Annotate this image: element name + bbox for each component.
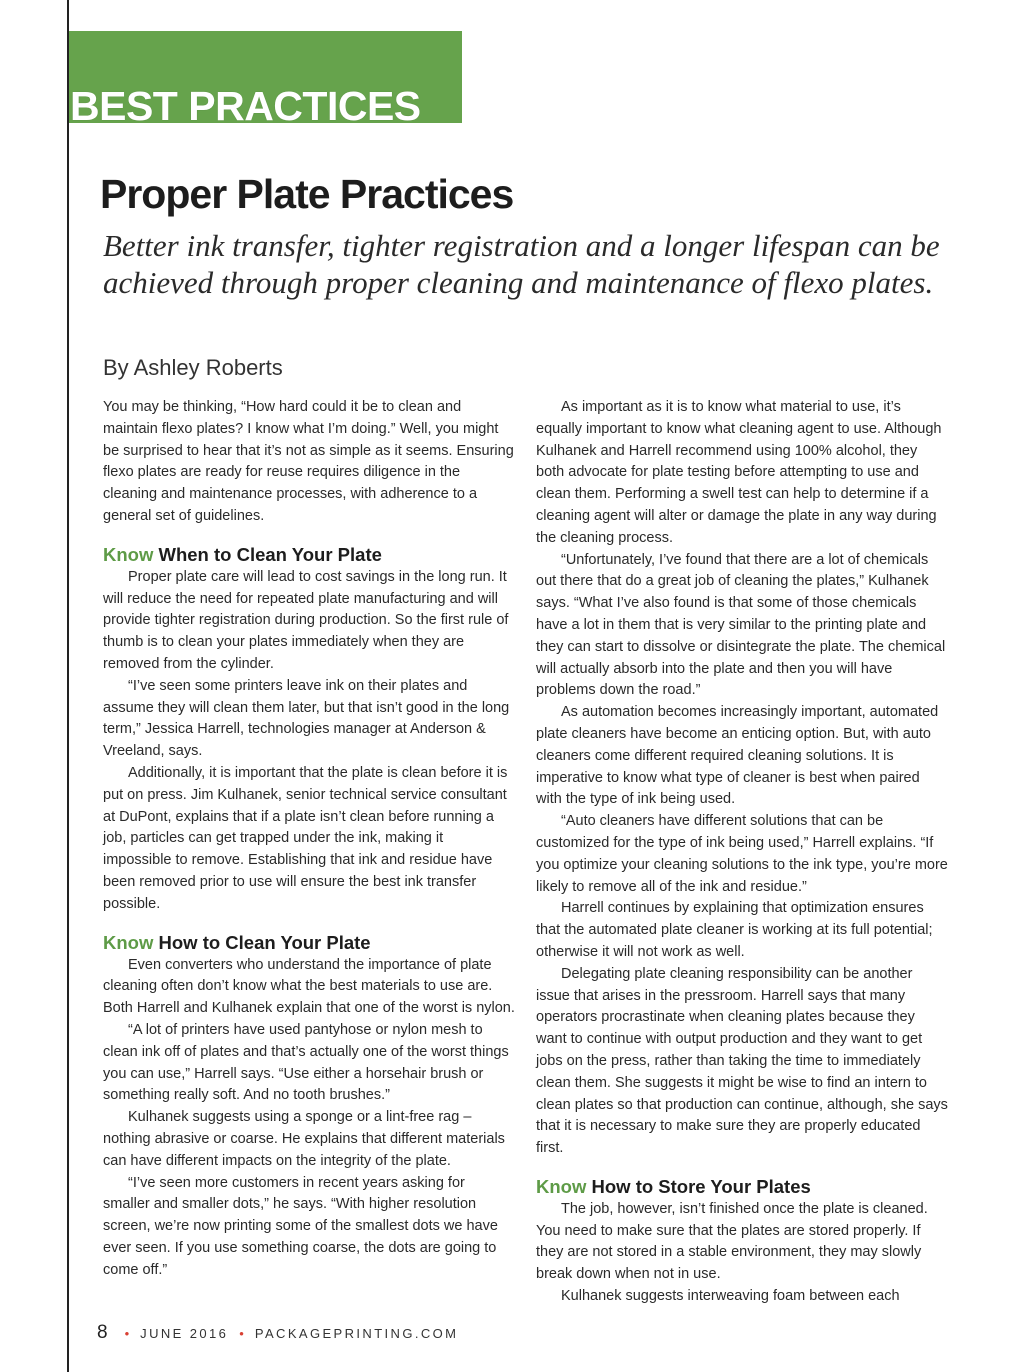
paragraph: “Auto cleaners have different solutions that can be customized for the type of ink being used,” Harrell explains. “If you optimize your cleaning solutions to the ink type, you’re more likely to remove all of the ink and residue.” — [536, 813, 948, 895]
paragraph: Even converters who understand the importance of plate cleaning often don’t know what the best materials to use are. Both Harrell and Kulhanek explain that one of the worst is nylon. — [103, 956, 515, 1017]
section-heading-how-to-store — [536, 1176, 948, 1198]
paragraph: “I’ve seen more customers in recent years asking for smaller and smaller dots,” he says. “With higher resolution screen, we’re now printing some of the smallest dots we have ever seen. If you use something coarse, the dots are going to come off.” — [103, 1174, 498, 1278]
paragraph: Harrell continues by explaining that optimization ensures that the automated plate cleaner is working at its full potential; otherwise it will not work as well. — [536, 900, 933, 960]
website: PACKAGEPRINTING.COM — [254, 1326, 459, 1341]
paragraph: “A lot of printers have used pantyhose or nylon mesh to clean ink off of plates and that’s actually one of the worst things you can use,” Harrell says. “Use either a horsehair brush or something really soft. And no tooth brushes.” — [103, 1021, 509, 1104]
footer-separator: • — [239, 1326, 244, 1341]
section-heading-how-to-clean — [103, 932, 515, 954]
know-label: Know — [103, 543, 154, 565]
paragraph: “I’ve seen some printers leave ink on their plates and assume they will clean them later, but that isn’t good in the long term,” Jessica Harrell, technologies manager at Anderson & Vreeland, says. — [103, 677, 510, 760]
know-label: Know — [103, 931, 154, 953]
article-deck: Better ink transfer, tighter registration and a longer lifespan can be achieved through proper cleaning and maintenance of flexo plates. — [103, 228, 940, 300]
paragraph: Delegating plate cleaning responsibility can be another issue that arises in the pressroom. Harrell says that many operators procrastinate when cleaning plates because they want to continue with output production and they want to get jobs on the press, rather than taking the time to immediately clean them. She suggests it might be wise to find an intern to clean plates so that production can continue, although, she says that it is necessary to make sure they are properly educated first. — [536, 965, 948, 1157]
paragraph: The job, however, isn’t finished once the plate is cleaned. You need to make sure that the plates are stored properly. If they are not stored in a stable environment, they may slowly break down when not in use. — [536, 1200, 928, 1283]
page-number: 8 — [97, 1322, 108, 1343]
paragraph: Kulhanek suggests using a sponge or a lint-free rag – nothing abrasive or coarse. He explains that different materials can have different impacts on the integrity of the plate. — [103, 1109, 505, 1169]
paragraph: As important as it is to know what material to use, it’s equally important to know what cleaning agent to use. Although Kulhanek and Harrell recommend using 100% alcohol, they both advocate for plate testing before attempting to use and clean them. Performing a swell test can help to determine if a cleaning agent will alter or damage the plate in any way during the cleaning process. — [536, 399, 942, 546]
heading-text: When to Clean Your Plate — [153, 543, 382, 565]
heading-text: How to Store Your Plates — [586, 1175, 811, 1197]
intro-paragraph: You may be thinking, “How hard could it be to clean and maintain flexo plates? I know what I’m doing.” Well, you might be surprised to hear that it’s not as simple as it seems. Ensuring flexo plates are ready for reuse requires diligence in the cleaning and maintenance processes, with adherence to a general set of guidelines. — [103, 399, 514, 524]
footer-separator: • — [124, 1326, 130, 1341]
page-footer — [97, 1321, 458, 1346]
byline: By Ashley Roberts — [103, 355, 283, 380]
article-title: Proper Plate Practices — [100, 171, 514, 217]
paragraph: Additionally, it is important that the plate is clean before it is put on press. Jim Kulhanek, senior technical service consultant at DuPont, explains that if a plate isn’t clean before running a job, particles can get trapped under the ink, making it impossible to remove. Establishing that ink and residue have been removed prior to use will ensure the best ink transfer possible. — [103, 764, 508, 912]
paragraph: Kulhanek suggests interweaving foam between each — [561, 1288, 900, 1305]
issue-date: JUNE 2016 — [140, 1326, 229, 1341]
right-column — [536, 397, 948, 1308]
left-column — [103, 397, 515, 1281]
page-spine-rule — [67, 0, 69, 1372]
paragraph: As automation becomes increasingly important, automated plate cleaners have become an enticing option. But, with auto cleaners come different required cleaning solutions. It is imperative to know what type of cleaner is best when paired with the type of ink being used. — [536, 704, 939, 808]
section-heading-when-to-clean — [103, 544, 515, 566]
paragraph: “Unfortunately, I’ve found that there are a lot of chemicals out there that do a great job of cleaning the plates,” Kulhanek says. “What I’ve also found is that some of those chemicals have a lot in them that is very similar to the printing plate and they can start to dissolve or disintegrate the plate. The chemical will actually absorb into the plate and then you will have problems down the road.” — [536, 551, 946, 699]
paragraph: Proper plate care will lead to cost savings in the long run. It will reduce the need for repeated plate manufacturing and will provide tighter registration during production. So the first rule of thumb is to clean your plates immediately when they are removed from the cylinder. — [103, 568, 509, 672]
heading-text: How to Clean Your Plate — [153, 931, 371, 953]
section-label: BEST PRACTICES — [70, 83, 421, 129]
know-label: Know — [536, 1175, 587, 1197]
